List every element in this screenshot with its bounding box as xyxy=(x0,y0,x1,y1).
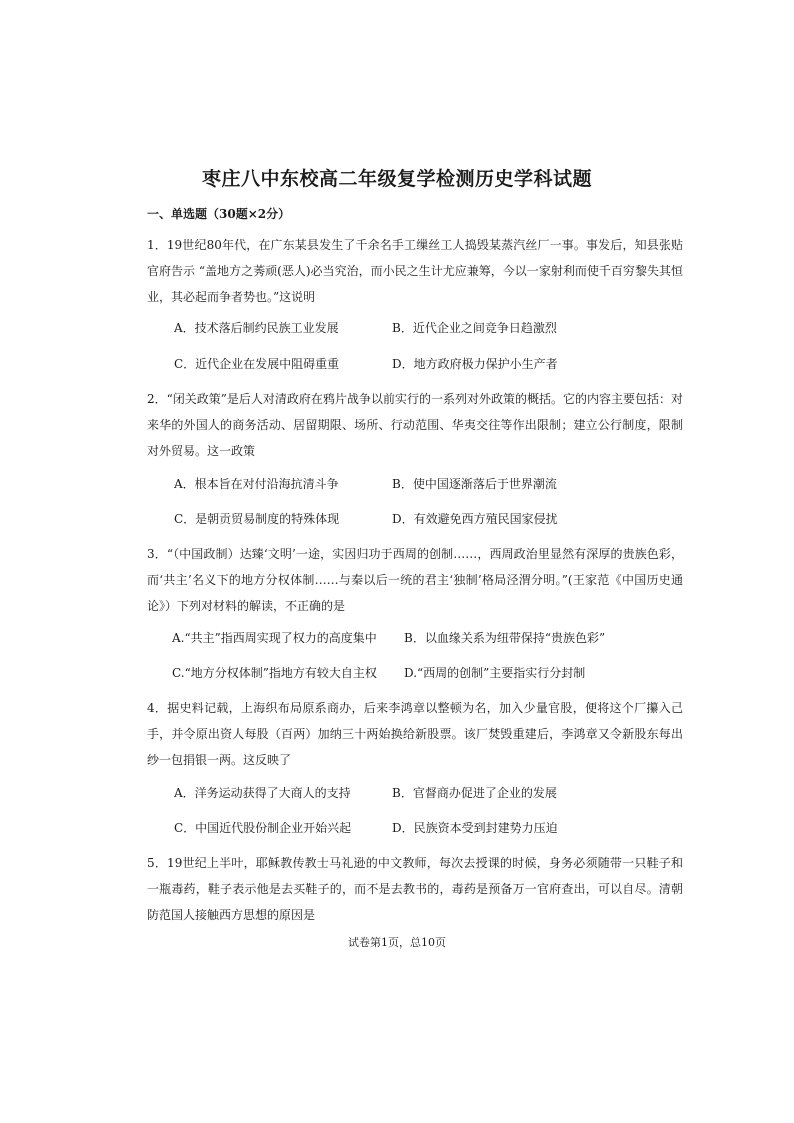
question-1-options-row-1 xyxy=(147,318,683,338)
question-2-option-a[interactable]: A．根本旨在对付沿海抗清斗争 xyxy=(174,477,339,491)
question-1-options-row-2 xyxy=(147,354,683,374)
question-1-option-a[interactable]: A．技术落后制约民族工业发展 xyxy=(174,321,339,335)
question-5-stem: 5．19世纪上半叶，耶稣教传教士马礼逊的中文教师，每次去授课的时候，身务必须随带一只鞋子和一瓶毒药，鞋子表示他是去买鞋子的，而不是去教书的，毒药是预备万一官府查出，可以自尽。清朝防范国人接触西方思想的原因是 xyxy=(147,856,683,922)
question-1-option-b[interactable]: B．近代企业之间竞争日趋激烈 xyxy=(392,321,557,335)
page-title: 枣庄八中东校高二年级复学检测历史学科试题 xyxy=(201,168,592,190)
question-1-option-d[interactable]: D．地方政府极力保护小生产者 xyxy=(392,357,558,371)
question-2-option-c[interactable]: C．是朝贡贸易制度的特殊体现 xyxy=(174,512,340,526)
question-4-option-d[interactable]: D．民族资本受到封建势力压迫 xyxy=(392,821,558,835)
question-3-option-c[interactable]: C.“地方分权体制”指地方有较大自主权 xyxy=(172,666,377,680)
question-3-option-a[interactable]: A.“共主”指西周实现了权力的高度集中 xyxy=(172,631,377,645)
question-4-stem: 4．据史料记载，上海织布局原系商办，后来李鸿章以整顿为名，加入少量官股，便将这个厂攥入己手，并令原出资人每股（百两）加纳三十两始换给新股票。该厂焚毁重建后，李鸿章又令新股东每出纱一包捐银一两。这反映了 xyxy=(147,701,683,767)
question-3-option-d[interactable]: D.“西周的创制”主要指实行分封制 xyxy=(404,666,586,680)
question-2-options-row-1 xyxy=(147,474,683,494)
section-heading: 一、单选题（30题×2分） xyxy=(147,207,291,221)
question-1-stem: 1．19世纪80年代，在广东某县发生了千余名手工缫丝工人捣毁某蒸汽丝厂一事。事发后，知县张贴官府告示 “盖地方之莠顽(恶人)必当究治，而小民之生计尤应兼筹，今以一家射利而使千百穷黎失其恒业，其必起而争者势也。”这说明 xyxy=(147,238,683,304)
question-3-stem: 3．“（中国政制）达臻‘文明’一途，实因归功于西周的创制……，西周政治里显然有深厚的贵族色彩，而‘共主’名义下的地方分权体制……与秦以后一统的君主‘独制’格局泾渭分明。”(王家范《中国历史通论》）下列对材料的解读，不正确的是 xyxy=(147,547,683,613)
question-2-option-d[interactable]: D．有效避免西方殖民国家侵扰 xyxy=(392,512,558,526)
question-3-options-row-2 xyxy=(147,663,683,683)
question-2-option-b[interactable]: B．使中国逐渐落后于世界潮流 xyxy=(392,477,557,491)
question-1-option-c[interactable]: C．近代企业在发展中阻碍重重 xyxy=(174,357,340,371)
question-2-options-row-2 xyxy=(147,509,683,529)
question-4-option-c[interactable]: C．中国近代股份制企业开始兴起 xyxy=(174,821,352,835)
question-4-option-b[interactable]: B．官督商办促进了企业的发展 xyxy=(392,786,557,800)
question-2-stem: 2．“闭关政策”是后人对清政府在鸦片战争以前实行的一系列对外政策的概括。它的内容主要包括：对来华的外国人的商务活动、居留期限、场所、行动范围、华夷交往等作出限制；建立公行制度，限制对外贸易。这一政策 xyxy=(147,392,683,458)
question-3-options-row-1 xyxy=(147,628,683,648)
question-4-options-row-2 xyxy=(147,818,683,838)
question-3-option-b[interactable]: B．以血缘关系为纽带保持“贵族色彩” xyxy=(404,631,606,645)
question-4-option-a[interactable]: A．洋务运动获得了大商人的支持 xyxy=(174,786,351,800)
page-footer: 试卷第1页，总10页 xyxy=(348,936,446,949)
question-4-options-row-1 xyxy=(147,783,683,803)
